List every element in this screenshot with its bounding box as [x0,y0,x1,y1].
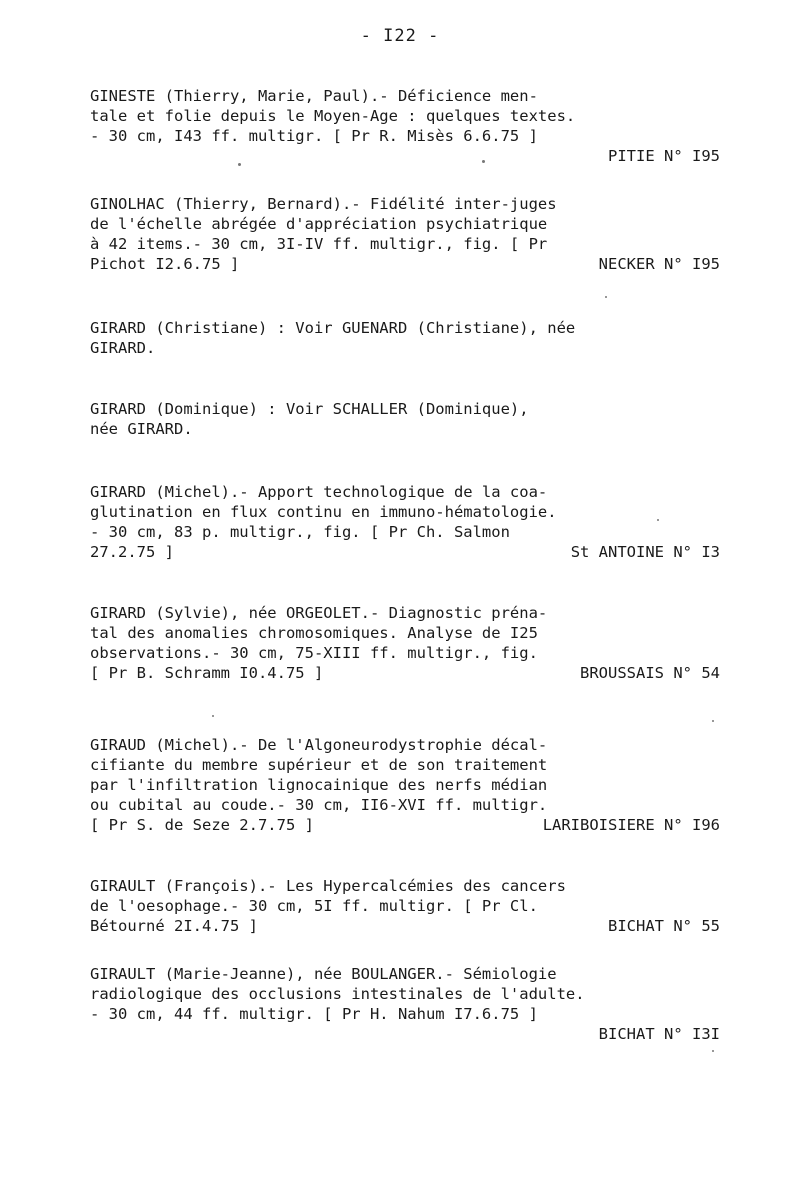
entry-text-line: [ Pr S. de Seze 2.7.75 ] [90,816,314,834]
bibliography-entry [90,318,720,358]
entry-location: PITIE N° I95 [608,147,720,165]
entry-text-line: radiologique des occlusions intestinales de l'adulte. [90,985,585,1003]
entry-text-line: tal des anomalies chromosomiques. Analyse de I25 [90,624,538,642]
entry-text-line: GIRARD. [90,339,156,357]
entry-text-line: cifiante du membre supérieur et de son traitement [90,756,548,774]
scan-speck [657,519,659,521]
entry-final-line [90,254,720,274]
entry-text-line: GINESTE (Thierry, Marie, Paul).- Déficience men- [90,87,538,105]
entry-text-line: - 30 cm, 44 ff. multigr. [ Pr H. Nahum I7.6.75 ] [90,1005,538,1023]
entry-text-line: - 30 cm, I43 ff. multigr. [ Pr R. Misès 6.6.75 ] [90,127,538,145]
entry-text-line: glutination en flux continu en immuno-hématologie. [90,503,557,521]
entry-text-line: par l'infiltration lignocainique des nerfs médian [90,776,548,794]
entry-text-line: observations.- 30 cm, 75-XIII ff. multigr., fig. [90,644,538,662]
scan-speck [712,720,714,722]
entry-text-line: GIRARD (Christiane) : Voir GUENARD (Christiane), née [90,319,576,337]
entry-text-line: GIRAULT (François).- Les Hypercalcémies des cancers [90,877,566,895]
entry-location: BROUSSAIS N° 54 [580,664,720,682]
entry-text-line: née GIRARD. [90,420,193,438]
scan-speck [482,160,485,163]
scan-speck [605,296,607,298]
entry-text-line: GIRARD (Michel).- Apport technologique de la coa- [90,483,548,501]
bibliography-entry [90,86,720,166]
entry-location: BICHAT N° I3I [598,1025,720,1043]
bibliography-entry [90,876,720,936]
bibliography-entry [90,399,720,439]
entry-text-line: GIRARD (Dominique) : Voir SCHALLER (Dominique), [90,400,529,418]
scan-speck [712,1050,714,1052]
entry-location: LARIBOISIERE N° I96 [542,816,720,834]
entry-text-line: Bétourné 2I.4.75 ] [90,917,258,935]
entry-location: NECKER N° I95 [598,255,720,273]
entry-text-line: Pichot I2.6.75 ] [90,255,240,273]
entry-final-line [90,916,720,936]
entry-text-line: tale et folie depuis le Moyen-Age : quelques textes. [90,107,576,125]
entry-location: BICHAT N° 55 [608,917,720,935]
entry-text-line: GIRAUD (Michel).- De l'Algoneurodystrophie décal- [90,736,548,754]
bibliography-entry [90,603,720,683]
scan-speck [238,163,241,166]
entry-final-line [90,542,720,562]
scan-speck [212,715,214,717]
bibliography-entry [90,964,720,1044]
page-number: - I22 - [360,26,440,46]
entry-text-line: de l'échelle abrégée d'appréciation psychiatrique [90,215,548,233]
entry-text-line: de l'oesophage.- 30 cm, 5I ff. multigr. [ Pr Cl. [90,897,538,915]
bibliography-entry [90,482,720,562]
entry-text-line: GIRAULT (Marie-Jeanne), née BOULANGER.- Sémiologie [90,965,557,983]
entry-final-line [90,663,720,683]
entry-text-line: GINOLHAC (Thierry, Bernard).- Fidélité inter-juges [90,195,557,213]
entry-final-line [90,815,720,835]
bibliography-entry [90,194,720,274]
entry-text-line: - 30 cm, 83 p. multigr., fig. [ Pr Ch. Salmon [90,523,510,541]
bibliography-entry [90,735,720,835]
entry-location: St ANTOINE N° I3 [570,543,720,561]
entry-text-line: 27.2.75 ] [90,543,174,561]
entry-text-line: GIRARD (Sylvie), née ORGEOLET.- Diagnostic préna- [90,604,548,622]
entry-text-line: à 42 items.- 30 cm, 3I-IV ff. multigr., fig. [ Pr [90,235,548,253]
entry-text-line: ou cubital au coude.- 30 cm, II6-XVI ff. multigr. [90,796,548,814]
entry-text-line: [ Pr B. Schramm I0.4.75 ] [90,664,324,682]
